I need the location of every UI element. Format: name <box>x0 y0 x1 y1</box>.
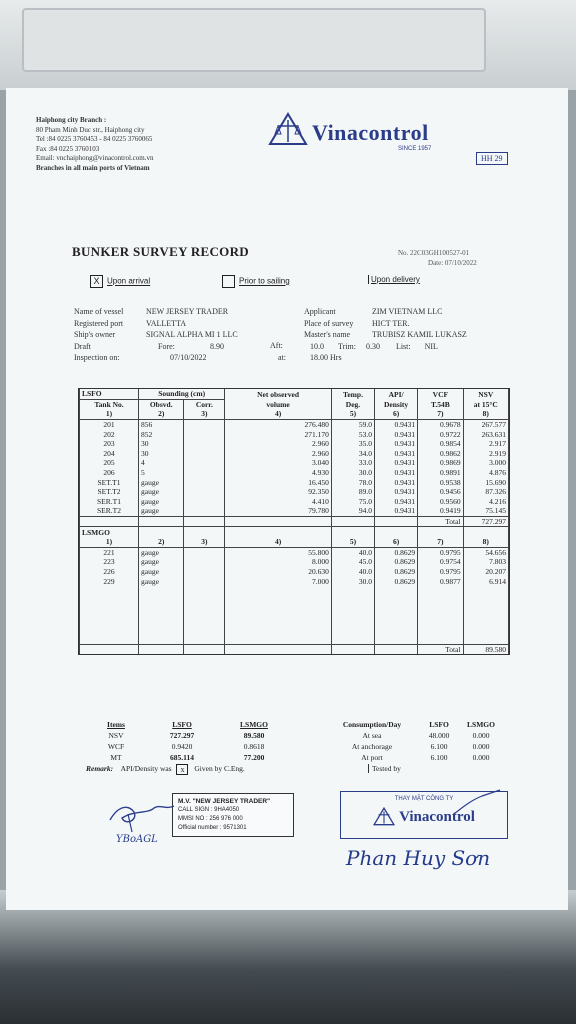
lsfo-cell-obsvd: gauge <box>139 477 184 487</box>
lsmgo-header-num-4: 4) <box>225 537 332 547</box>
surveyor-signature: Phan Huy Sơn <box>346 846 491 870</box>
summary-header <box>86 719 290 730</box>
header-lsfo: LSFO <box>80 389 139 399</box>
record-number: No. 22C03GH100527-01 <box>398 249 470 257</box>
lsfo-cell-density: 0.9431 <box>375 506 418 516</box>
summary-mt-row <box>86 752 290 763</box>
lsfo-cell-volume: 79.780 <box>225 506 332 516</box>
lsfo-cell-tank: 204 <box>80 449 139 459</box>
lsmgo-header-num-8: 8) <box>463 537 508 547</box>
at-sea-label: At sea <box>362 731 382 740</box>
option-prior-to-sailing[interactable] <box>222 275 290 288</box>
desk-surface <box>0 890 576 1024</box>
lsfo-header-row-3 <box>80 409 509 419</box>
lsfo-cell-temp: 78.0 <box>331 477 374 487</box>
lsmgo-row <box>80 547 509 557</box>
aft-at-labels <box>270 340 286 363</box>
summary-mt-lsmgo: 77.200 <box>243 753 265 762</box>
lsfo-cell-obsvd: 4 <box>139 458 184 468</box>
lsfo-cell-obsvd: gauge <box>139 487 184 497</box>
lsfo-cell-corr <box>184 468 225 478</box>
lsmgo-cell-tank: 229 <box>80 576 139 586</box>
lsfo-cell-obsvd: 856 <box>139 419 184 429</box>
left-signature-text: YBoAGL <box>116 834 158 845</box>
summary-nsv-label: NSV <box>108 731 124 740</box>
lsmgo-row <box>80 557 509 567</box>
lsmgo-cell-temp: 45.0 <box>331 557 374 567</box>
lsmgo-cell-volume: 20.630 <box>225 567 332 577</box>
lsfo-cell-obsvd: gauge <box>139 506 184 516</box>
form-code: HH 29 <box>476 152 508 165</box>
lsfo-cell-tank: 202 <box>80 429 139 439</box>
lsfo-table <box>79 389 509 654</box>
lsfo-cell-vcf: 0.9678 <box>418 419 463 429</box>
lsfo-cell-density: 0.9431 <box>375 449 418 459</box>
lsfo-cell-temp: 53.0 <box>331 429 374 439</box>
vinacontrol-stamp-top: THAY MẶT CÔNG TY <box>394 796 454 802</box>
consumption-lsmgo-label: LSMGO <box>467 720 495 729</box>
summary-items-label: Items <box>107 720 125 729</box>
lsfo-cell-volume: 2.960 <box>225 449 332 459</box>
lsmgo-cell-temp: 40.0 <box>331 547 374 557</box>
aft-value: 10.0 <box>310 341 324 351</box>
ship-stamp-name: M.V. "NEW JERSEY TRADER" <box>178 798 271 805</box>
stamp-scale-icon <box>373 807 395 827</box>
header-nsv: NSV <box>463 389 508 399</box>
ship-stamp-official-number: Official number : 9571301 <box>178 825 247 831</box>
applicant: ZIM VIETNAM LLC <box>372 307 443 316</box>
lsmgo-cell-vcf: 0.9754 <box>418 557 463 567</box>
fore-label: Fore: <box>158 341 175 351</box>
lsmgo-cell-corr <box>184 576 225 586</box>
lsfo-cell-vcf: 0.9560 <box>418 497 463 507</box>
draft-label: Draft <box>74 341 91 351</box>
lsfo-cell-vcf: 0.9862 <box>418 449 463 459</box>
lsfo-cell-density: 0.9431 <box>375 439 418 449</box>
branch-name: Haiphong city Branch : <box>36 116 107 124</box>
lsfo-cell-density: 0.9431 <box>375 429 418 439</box>
lsmgo-cell-density: 0.8629 <box>375 567 418 577</box>
at-port-label: At port <box>361 753 383 762</box>
lsfo-row <box>80 429 509 439</box>
header-num-2: 2) <box>139 409 184 419</box>
anchorage-lsfo: 6.100 <box>430 742 448 751</box>
lsfo-rows <box>80 419 509 516</box>
lsmgo-cell-volume: 8.000 <box>225 557 332 567</box>
lsfo-cell-density: 0.9431 <box>375 458 418 468</box>
header-num-7: 7) <box>418 409 463 419</box>
remark-text: API/Density was <box>120 764 172 774</box>
place-label: Place of survey <box>304 318 354 328</box>
lsfo-cell-tank: 203 <box>80 439 139 449</box>
lsfo-cell-nsv: 2.917 <box>463 439 508 449</box>
header-num-5: 5) <box>331 409 374 419</box>
lsfo-cell-tank: 201 <box>80 419 139 429</box>
registered-port: VALLETTA <box>146 318 187 328</box>
lsmgo-cell-tank: 223 <box>80 557 139 567</box>
brand-since: SINCE 1957 <box>398 146 432 152</box>
lsfo-cell-tank: SER.T2 <box>80 506 139 516</box>
lsfo-cell-nsv: 15.690 <box>463 477 508 487</box>
tested-by-line <box>326 764 502 773</box>
branch-network: Branches in all main ports of Vietnam <box>36 163 150 172</box>
summary-section <box>86 719 290 775</box>
vessel-labels <box>74 306 123 364</box>
lsfo-cell-temp: 59.0 <box>331 419 374 429</box>
header-num-3: 3) <box>184 409 225 419</box>
fore-value: 8.90 <box>210 341 224 351</box>
lsfo-total-value: 727.297 <box>463 516 508 527</box>
master-name: TRUBISZ KAMIL LUKASZ <box>372 330 467 339</box>
lsfo-row <box>80 487 509 497</box>
lsmgo-cell-vcf: 0.9795 <box>418 567 463 577</box>
lsmgo-header-num-1: 1) <box>80 537 139 547</box>
remark-label: Remark: <box>86 764 114 774</box>
header-corr: Corr. <box>184 399 225 409</box>
ship-stamp-mmsi: MMSI NO : 256 976 000 <box>178 816 243 822</box>
lsfo-cell-vcf: 0.9722 <box>418 429 463 439</box>
lsfo-cell-nsv: 4.876 <box>463 468 508 478</box>
lsfo-cell-temp: 94.0 <box>331 506 374 516</box>
header-density: Density <box>375 399 418 409</box>
header-t54b: T.54B <box>418 399 463 409</box>
registered-port-label: Registered port <box>74 318 124 328</box>
summary-wcf-row <box>86 741 290 752</box>
option-delivery-label: Upon delivery <box>368 275 420 284</box>
branch-fax: Fax :84 0225 3760103 <box>36 144 100 153</box>
applicant-label: Applicant <box>304 307 336 316</box>
lsmgo-header-num-6: 6) <box>375 537 418 547</box>
trim-label: Trim: <box>338 341 356 351</box>
lsfo-row <box>80 506 509 516</box>
lsfo-cell-nsv: 267.577 <box>463 419 508 429</box>
lsfo-cell-volume: 4.930 <box>225 468 332 478</box>
header-vcf: VCF <box>418 389 463 399</box>
lsfo-cell-nsv: 263.631 <box>463 429 508 439</box>
lsfo-cell-volume: 4.410 <box>225 497 332 507</box>
lsfo-cell-density: 0.9431 <box>375 497 418 507</box>
stamp-signature-icon <box>452 788 502 818</box>
tested-by-label: Tested by <box>368 764 401 773</box>
lsfo-cell-tank: SET.T1 <box>80 477 139 487</box>
at-sea-lsfo: 48.000 <box>428 731 450 740</box>
inspection-date: 07/10/2022 <box>170 353 207 362</box>
lsfo-row <box>80 449 509 459</box>
header-at15c: at 15°C <box>463 399 508 409</box>
at-port-lsfo: 6.100 <box>430 753 448 762</box>
summary-mt-label: MT <box>110 753 122 762</box>
lsfo-cell-vcf: 0.9456 <box>418 487 463 497</box>
lsmgo-title: LSMGO <box>80 527 139 537</box>
summary-nsv-lsmgo: 89.580 <box>243 731 265 740</box>
option-prior-label: Prior to sailing <box>239 276 290 286</box>
lsmgo-cell-tank: 221 <box>80 547 139 557</box>
branch-address: 80 Pham Minh Duc str., Haiphong city <box>36 125 145 134</box>
header-api: API/ <box>375 389 418 399</box>
lsfo-cell-tank: SER.T1 <box>80 497 139 507</box>
desk-background <box>0 0 576 90</box>
inspection-label: Inspection on: <box>74 353 120 362</box>
anchorage-lsmgo: 0.000 <box>472 742 490 751</box>
consumption-label: Consumption/Day <box>342 720 402 729</box>
vessel-name-label: Name of vessel <box>74 307 124 316</box>
lsfo-cell-obsvd: 30 <box>139 449 184 459</box>
summary-nsv-lsfo: 727.297 <box>169 731 195 740</box>
lsmgo-cell-corr <box>184 547 225 557</box>
vessel-name: NEW JERSEY TRADER <box>146 307 229 316</box>
lsfo-row <box>80 439 509 449</box>
header-obsvd: Obsvd. <box>139 399 184 409</box>
master-signature-icon <box>104 796 184 836</box>
lsfo-cell-corr <box>184 506 225 516</box>
lsfo-cell-density: 0.9431 <box>375 419 418 429</box>
at-port-lsmgo: 0.000 <box>472 753 490 762</box>
lsfo-cell-nsv: 75.145 <box>463 506 508 516</box>
place-of-survey: HICT TER. <box>372 318 410 328</box>
lsfo-cell-vcf: 0.9538 <box>418 477 463 487</box>
header-num-1: 1) <box>80 409 139 419</box>
consumption-table <box>326 719 502 763</box>
header-temp: Temp. <box>331 389 374 399</box>
lsfo-cell-volume: 2.960 <box>225 439 332 449</box>
trim-value: 0.30 <box>365 341 380 351</box>
anchorage-label: At anchorage <box>351 742 393 751</box>
summary-wcf-lsmgo: 0.8618 <box>243 742 265 751</box>
header-num-8: 8) <box>463 409 508 419</box>
master-label: Master's name <box>304 330 351 339</box>
lsfo-cell-temp: 30.0 <box>331 468 374 478</box>
lsmgo-cell-corr <box>184 567 225 577</box>
lsfo-row <box>80 497 509 507</box>
lsmgo-title-row <box>80 527 509 537</box>
lsfo-cell-density: 0.9431 <box>375 468 418 478</box>
lsmgo-header-num-2: 2) <box>139 537 184 547</box>
vessel-values <box>146 306 240 364</box>
inspection-time: 18.00 Hrs <box>310 353 342 362</box>
summary-lsmgo-label: LSMGO <box>240 720 268 729</box>
option-upon-arrival[interactable] <box>90 275 150 288</box>
record-number-date <box>398 248 477 268</box>
lsfo-cell-obsvd: gauge <box>139 497 184 507</box>
lsfo-cell-corr <box>184 449 225 459</box>
at-sea-lsmgo: 0.000 <box>472 731 490 740</box>
lsmgo-cell-vcf: 0.9795 <box>418 547 463 557</box>
checkbox-prior-to-sailing[interactable] <box>222 275 235 288</box>
lsfo-cell-temp: 35.0 <box>331 439 374 449</box>
lsfo-cell-volume: 3.040 <box>225 458 332 468</box>
scale-logo-icon <box>268 112 308 148</box>
lsfo-cell-vcf: 0.9869 <box>418 458 463 468</box>
lsfo-cell-temp: 33.0 <box>331 458 374 468</box>
lsfo-cell-corr <box>184 497 225 507</box>
lsfo-cell-volume: 276.480 <box>225 419 332 429</box>
lsmgo-total-label: Total <box>418 644 463 654</box>
lsmgo-cell-density: 0.8629 <box>375 576 418 586</box>
lsfo-row <box>80 477 509 487</box>
lsfo-cell-tank: 206 <box>80 468 139 478</box>
lsmgo-row <box>80 567 509 577</box>
lsmgo-total-value: 89.580 <box>463 644 508 654</box>
lsfo-cell-volume: 271.170 <box>225 429 332 439</box>
lsfo-cell-temp: 89.0 <box>331 487 374 497</box>
summary-mt-lsfo: 685.114 <box>170 753 194 762</box>
lsfo-row <box>80 419 509 429</box>
lsfo-cell-volume: 16.450 <box>225 477 332 487</box>
consumption-port-row <box>326 752 502 763</box>
lsmgo-header-num-7: 7) <box>418 537 463 547</box>
header-num-6: 6) <box>375 409 418 419</box>
lsmgo-rows <box>80 547 509 586</box>
consumption-section <box>326 719 502 773</box>
lsmgo-cell-density: 0.8629 <box>375 547 418 557</box>
lsmgo-header-num-5: 5) <box>331 537 374 547</box>
lsmgo-cell-obsvd: gauge <box>139 576 184 586</box>
lsmgo-cell-vcf: 0.9877 <box>418 576 463 586</box>
list-label: List: <box>395 341 411 351</box>
header-net: Net observed <box>225 389 332 399</box>
lsmgo-cell-nsv: 7.803 <box>463 557 508 567</box>
measurement-table <box>78 388 510 655</box>
header-tank-no: Tank No. <box>80 399 139 409</box>
lsfo-cell-corr <box>184 458 225 468</box>
lsfo-cell-tank: 205 <box>80 458 139 468</box>
at-label: at: <box>278 352 286 362</box>
lsfo-cell-corr <box>184 429 225 439</box>
consumption-lsfo-label: LSFO <box>429 720 449 729</box>
lsmgo-number-row <box>80 537 509 547</box>
lsmgo-cell-obsvd: gauge <box>139 567 184 577</box>
lsfo-cell-corr <box>184 477 225 487</box>
ship-stamp <box>172 793 294 837</box>
lsfo-row <box>80 468 509 478</box>
lsfo-cell-vcf: 0.9419 <box>418 506 463 516</box>
branch-email: Email: vnchaiphong@vinacontrol.com.vn <box>36 154 154 162</box>
consumption-anchorage-row <box>326 741 502 752</box>
lsmgo-cell-nsv: 54.656 <box>463 547 508 557</box>
summary-table <box>86 719 290 763</box>
lsmgo-cell-volume: 7.000 <box>225 576 332 586</box>
lsfo-total-row <box>80 516 509 527</box>
summary-wcf-label: WCF <box>107 742 125 751</box>
lsfo-cell-corr <box>184 419 225 429</box>
remark-checkbox[interactable]: x <box>176 764 188 775</box>
lsfo-cell-vcf: 0.9854 <box>418 439 463 449</box>
lsfo-cell-nsv: 87.326 <box>463 487 508 497</box>
lsfo-cell-tank: SET.T2 <box>80 487 139 497</box>
lsfo-row <box>80 458 509 468</box>
lsfo-header-row-2 <box>80 399 509 409</box>
branch-tel: Tel :84 0225 3760453 - 84 0225 3760065 <box>36 135 153 143</box>
lsfo-total-label: Total <box>418 516 463 527</box>
header-deg: Deg. <box>331 399 374 409</box>
header-volume: volume <box>225 399 332 409</box>
bunker-survey-document <box>6 88 568 910</box>
aft-label: Aft: <box>270 341 283 350</box>
lsmgo-row <box>80 576 509 586</box>
ship-stamp-callsign: CALL SIGN : 9HA4050 <box>178 807 240 813</box>
lsfo-cell-density: 0.9431 <box>375 487 418 497</box>
option-upon-delivery[interactable] <box>368 275 420 284</box>
lsfo-cell-corr <box>184 439 225 449</box>
lsfo-cell-corr <box>184 487 225 497</box>
lsmgo-cell-obsvd: gauge <box>139 557 184 567</box>
lsfo-cell-density: 0.9431 <box>375 477 418 487</box>
lsfo-header-row-1 <box>80 389 509 399</box>
lsfo-cell-nsv: 4.216 <box>463 497 508 507</box>
lsfo-cell-obsvd: 852 <box>139 429 184 439</box>
lsfo-cell-nsv: 2.919 <box>463 449 508 459</box>
option-upon-arrival-label: Upon arrival <box>107 276 151 286</box>
lsmgo-spacer-row <box>80 586 509 645</box>
lsmgo-cell-nsv: 6.914 <box>463 576 508 586</box>
owner: SIGNAL ALPHA MI 1 LLC <box>146 330 238 339</box>
lsmgo-header-num-3: 3) <box>184 537 225 547</box>
branch-info <box>36 116 153 173</box>
summary-lsfo-label: LSFO <box>172 720 192 729</box>
list-value: NIL <box>424 341 438 351</box>
lsfo-cell-nsv: 3.000 <box>463 458 508 468</box>
owner-label: Ship's owner <box>74 330 116 339</box>
lsfo-cell-vcf: 0.9891 <box>418 468 463 478</box>
lsfo-cell-volume: 92.350 <box>225 487 332 497</box>
lsfo-cell-temp: 34.0 <box>331 449 374 459</box>
lsmgo-cell-temp: 30.0 <box>331 576 374 586</box>
lsmgo-cell-volume: 55.800 <box>225 547 332 557</box>
lsfo-cell-temp: 75.0 <box>331 497 374 507</box>
applicant-values <box>372 306 467 341</box>
document-title: BUNKER SURVEY RECORD <box>72 244 249 259</box>
summary-nsv-row <box>86 730 290 741</box>
record-date: Date: 07/10/2022 <box>428 259 477 267</box>
lsmgo-cell-temp: 40.0 <box>331 567 374 577</box>
consumption-header <box>326 719 502 730</box>
laptop-edge <box>22 8 486 72</box>
lsmgo-cell-corr <box>184 557 225 567</box>
header-num-4: 4) <box>225 409 332 419</box>
remark-text-2: Given by C.Eng. <box>194 764 245 774</box>
header-sounding: Sounding (cm) <box>139 389 225 399</box>
lsmgo-cell-tank: 226 <box>80 567 139 577</box>
checkbox-upon-arrival[interactable]: X <box>90 275 103 288</box>
lsmgo-cell-obsvd: gauge <box>139 547 184 557</box>
lsfo-cell-obsvd: 30 <box>139 439 184 449</box>
lsmgo-cell-nsv: 20.207 <box>463 567 508 577</box>
remark-line <box>86 764 290 775</box>
summary-wcf-lsfo: 0.9420 <box>171 742 193 751</box>
lsmgo-cell-density: 0.8629 <box>375 557 418 567</box>
consumption-sea-row <box>326 730 502 741</box>
lsmgo-total-row <box>80 644 509 654</box>
brand-name: Vinacontrol <box>312 120 429 145</box>
lsfo-cell-obsvd: 5 <box>139 468 184 478</box>
vinacontrol-stamp-brand: Vinacontrol <box>399 808 475 825</box>
